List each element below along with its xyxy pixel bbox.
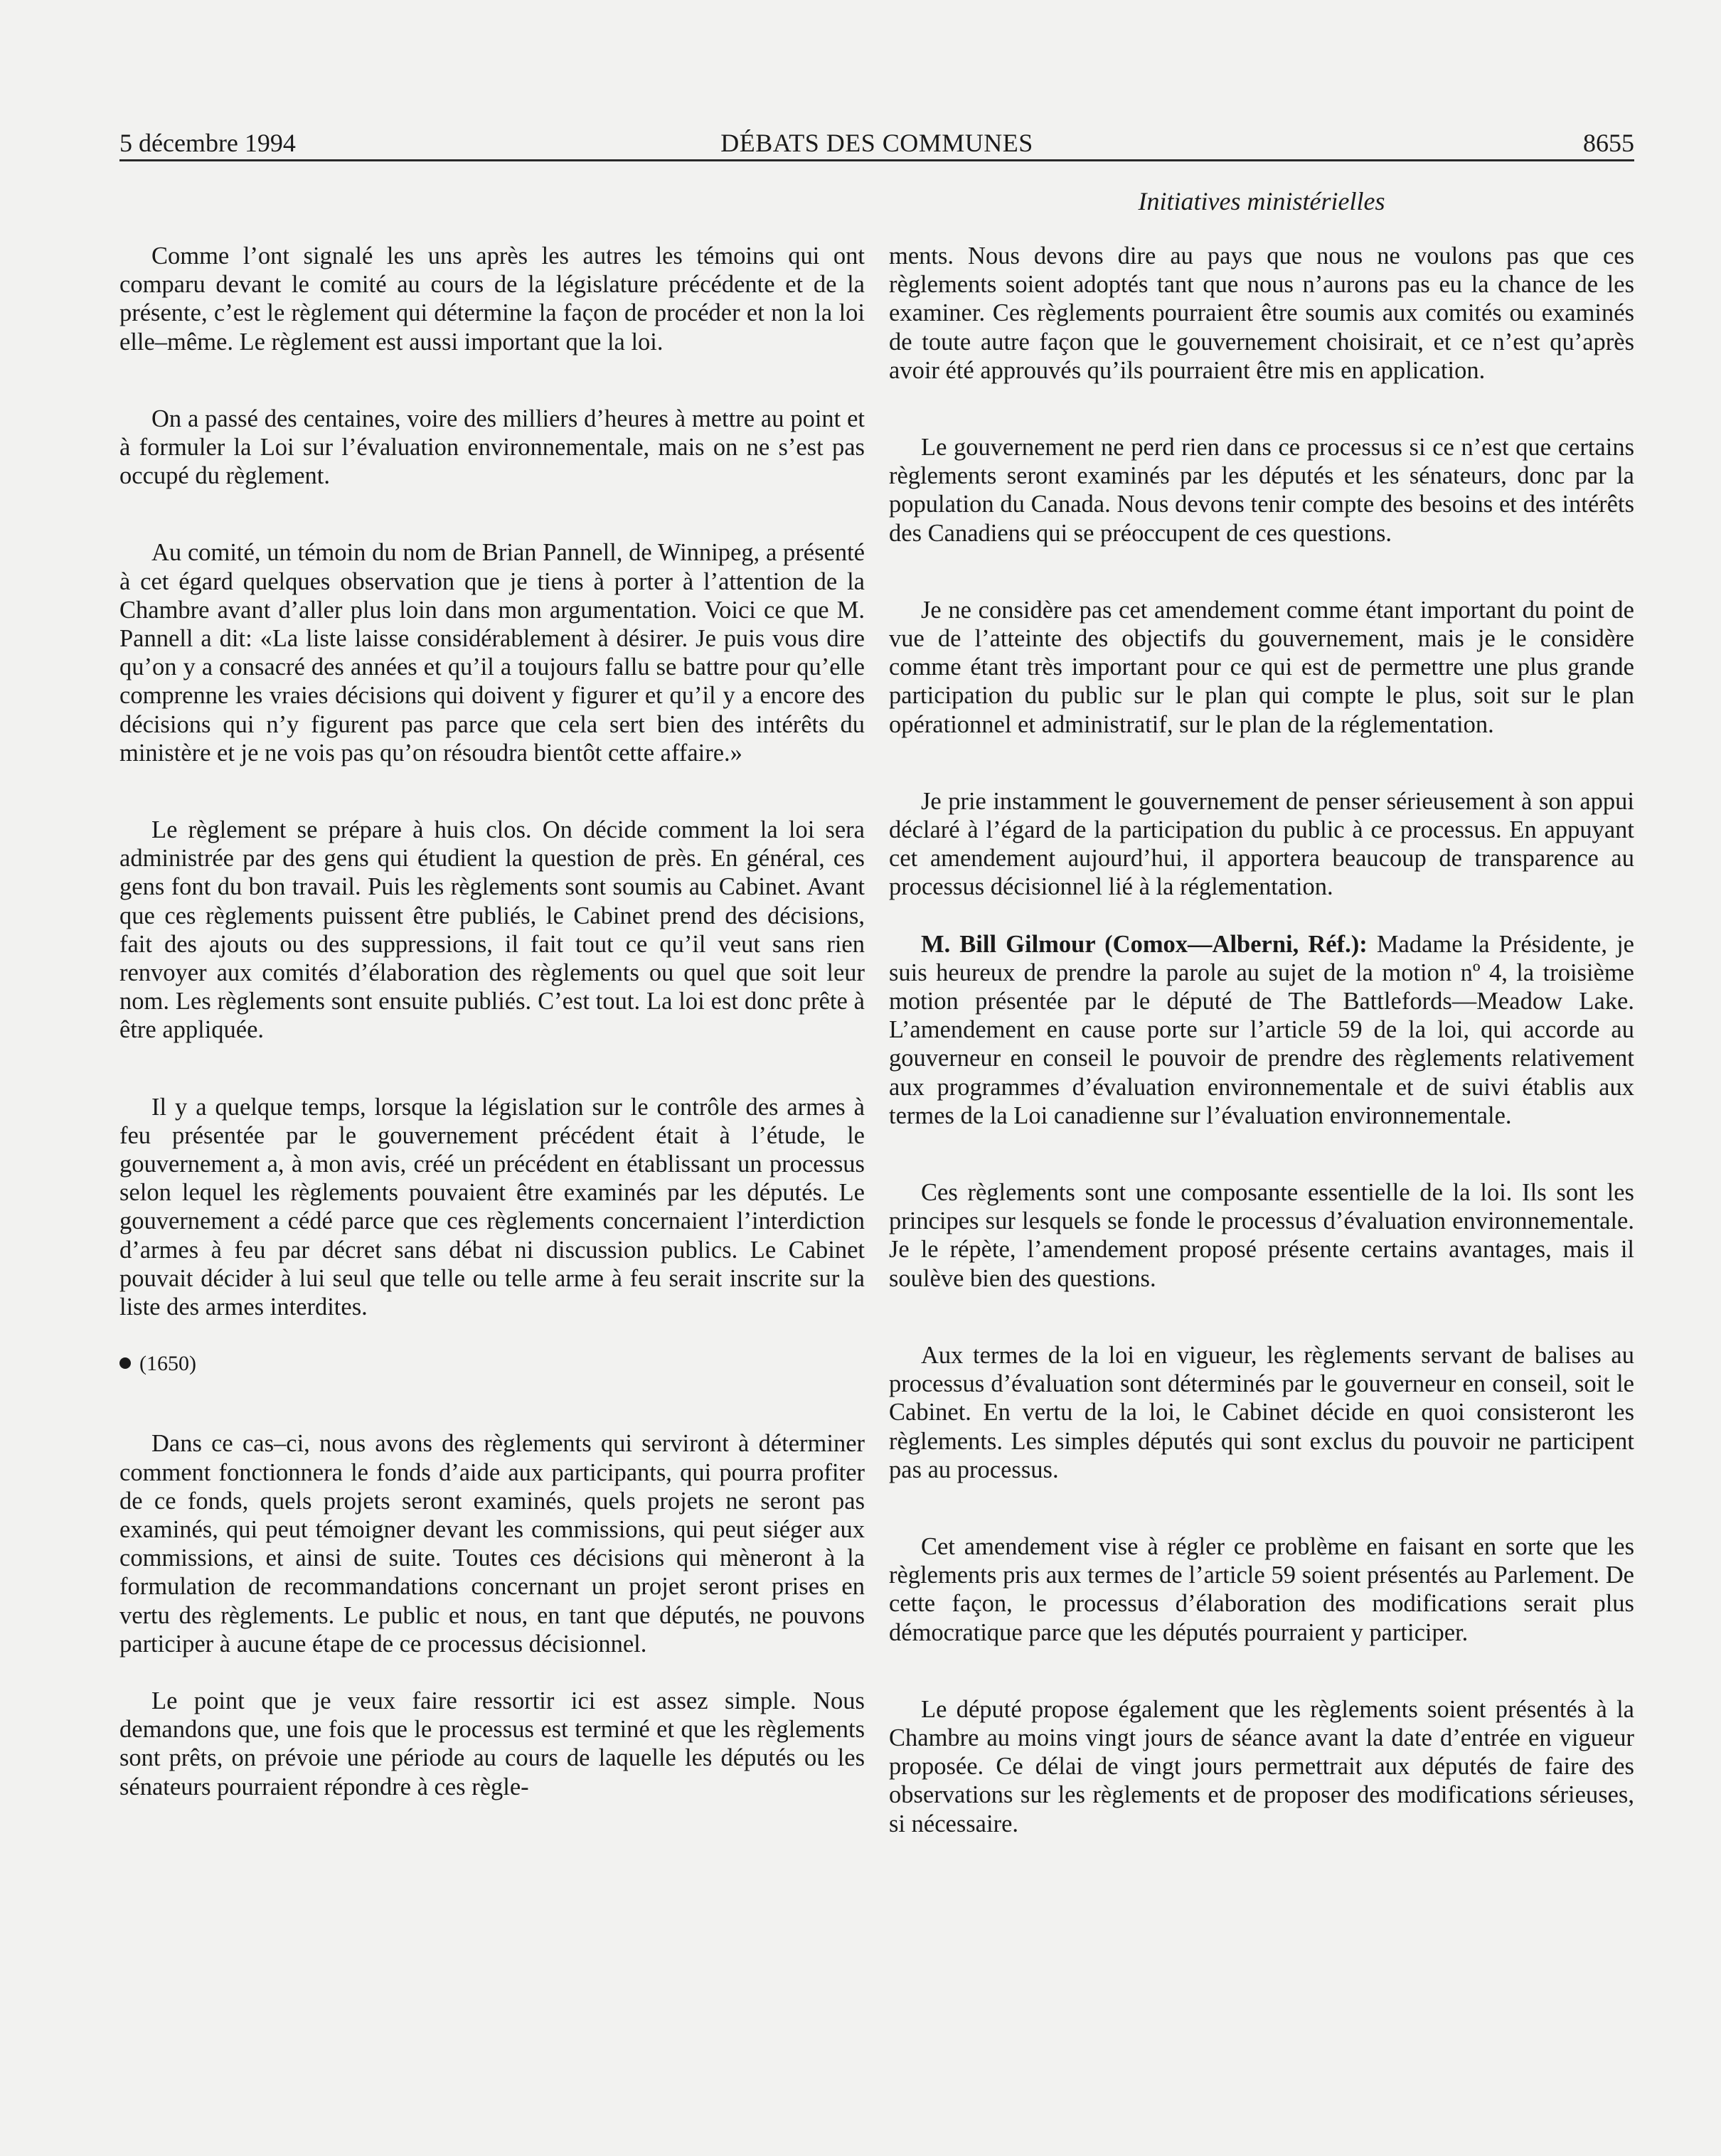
speaker-name: M. Bill Gilmour (Comox—Alberni, Réf.): (921, 930, 1368, 958)
paragraph: Au comité, un témoin du nom de Brian Pannell, de Winnipeg, a présenté à cet égard quelques observation que je tiens à porter à l’attention de la Chambre avant d’aller plus loin dans mon argumentation. Voici ce que M. Pannell a dit: «La liste laisse considérablement à désirer. Je puis vous dire qu’on y a consacré des années et qu’il a toujours fallu se battre pour qu’elle comprenne les vraies décisions qui doivent y figurer et qu’il y a encore des décisions qui n’y figurent pas parce que cela sert bien des intérêts du ministère et je ne vois pas qu’on résoudra bientôt cette affaire.» (119, 539, 865, 767)
paragraph: Ces règlements sont une composante essentielle de la loi. Ils sont les principes sur lesquels se fonde le processus d’évaluation environnementale. Je le répète, l’amendement proposé présente certains avantages, mais il soulève bien des questions. (889, 1179, 1634, 1292)
header-title: DÉBATS DES COMMUNES (720, 129, 1033, 157)
paragraph: ments. Nous devons dire au pays que nous ne voulons pas que ces règlements soient adoptés tant que nous n’aurons pas eu la chance de les examiner. Ces règlements pourraient être soumis aux comités ou examinés de toute autre façon que le gouvernement choisirait, et ce n’est qu’après avoir été approuvés qu’ils pourraient être mis en application. (889, 242, 1634, 384)
paragraph: On a passé des centaines, voire des milliers d’heures à mettre au point et à formuler la Loi sur l’évaluation environnementale, mais on ne s’est pas occupé du règlement. (119, 405, 865, 490)
speaker-paragraph (889, 930, 1634, 1130)
header-date: 5 décembre 1994 (119, 129, 296, 157)
time-marker (119, 1350, 865, 1378)
paragraph: Le règlement se prépare à huis clos. On décide comment la loi sera administrée par des gens qui étudient la question de près. En général, ces gens font du bon travail. Puis les règlements sont soumis au Cabinet. Avant que ces règlements puissent être publiés, le Cabinet prend des décisions, fait des ajouts ou des suppressions, il fait tout ce qu’il veut sans rien renvoyer aux comités d’élaboration des règlements ou quel que soit leur nom. Les règlements sont ensuite publiés. C’est tout. La loi est donc prête à être appliquée. (119, 816, 865, 1044)
header-rule (119, 159, 1634, 161)
paragraph: Le point que je veux faire ressortir ici est assez simple. Nous demandons que, une fois que le processus est terminé et que les règlements sont prêts, on prévoie une période au cours de laquelle les députés ou les sénateurs pourraient répondre à ces règle- (119, 1687, 865, 1800)
header-page-number: 8655 (1583, 129, 1634, 157)
left-column (119, 242, 865, 2062)
section-label: Initiatives ministérielles (1138, 187, 1385, 215)
page-header (119, 107, 1634, 156)
paragraph: Le gouvernement ne perd rien dans ce processus si ce n’est que certains règlements seront examinés par les députés et les sénateurs, donc par la population du Canada. Nous devons tenir compte des besoins et des intérêts des Canadiens qui se préoccupent de ces questions. (889, 434, 1634, 547)
paragraph: Cet amendement vise à régler ce problème en faisant en sorte que les règlements pris aux termes de l’article 59 soient présentés au Parlement. De cette façon, le processus d’élaboration des modifications serait plus démocratique parce que les députés pourraient y participer. (889, 1532, 1634, 1646)
right-column (889, 242, 1634, 2062)
paragraph: Le député propose également que les règlements soient présentés à la Chambre au moins vingt jours de séance avant la date d’entrée en vigueur proposée. Ce délai de vingt jours permettrait aux députés de faire des observations sur les règlements et de proposer des modifications sérieuses, si nécessaire. (889, 1695, 1634, 1837)
paragraph: Comme l’ont signalé les uns après les autres les témoins qui ont comparu devant le comité au cours de la législature précédente et de la présente, c’est le règlement qui détermine la façon de procéder et non la loi elle–même. Le règlement est aussi important que la loi. (119, 242, 865, 356)
paragraph: Il y a quelque temps, lorsque la législation sur le contrôle des armes à feu présentée par le gouvernement précédent était à l’étude, le gouvernement a, à mon avis, créé un précédent en établissant un processus selon lequel les règlements pouvaient être examinés par les députés. Le gouvernement a cédé parce que ces règlements concernaient l’interdiction d’armes à feu par décret sans débat ni discussion publics. Le Cabinet pouvait décider à lui seul que telle ou telle arme à feu serait inscrite sur la liste des armes interdites. (119, 1093, 865, 1321)
time-marker-text: (1650) (139, 1352, 196, 1376)
paragraph: Dans ce cas–ci, nous avons des règlements qui serviront à déterminer comment fonctionnera le fonds d’aide aux participants, qui pourra profiter de ce fonds, quels projets seront examinés, quels projets ne seront pas examinés, qui peut témoigner devant les commissions, qui peut siéger aux commissions, et ainsi de suite. Toutes ces décisions qui mèneront à la formulation de recommandations concernant un projet seront prises en vertu des règlements. Le public et nous, en tant que députés, ne pouvons participer à aucune étape de ce processus décisionnel. (119, 1430, 865, 1658)
paragraph: Aux termes de la loi en vigueur, les règlements servant de balises au processus d’évaluation sont déterminés par le gouverneur en conseil, soit le Cabinet. En vertu de la loi, le Cabinet décide en quoi consisteront les règlements. Les simples députés qui sont exclus du pouvoir ne participent pas au processus. (889, 1341, 1634, 1483)
paragraph: Je prie instamment le gouvernement de penser sérieusement à son appui déclaré à l’égard de la participation du public à ce processus. En appuyant cet amendement aujourd’hui, il apportera beaucoup de transparence au processus décisionnel lié à la réglementation. (889, 787, 1634, 901)
bullet-icon (119, 1357, 131, 1369)
speaker-text: Madame la Présidente, je suis heureux de prendre la parole au sujet de la motion nº 4, la troisième motion présentée par le député de The Battlefords—Meadow Lake. L’amendement en cause porte sur l’article 59 de la loi, qui accorde au gouverneur en conseil le pouvoir de prendre des règlements relativement aux programmes d’évaluation environnementale et de suivi établis aux termes de la Loi canadienne sur l’évaluation environnementale. (889, 930, 1634, 1129)
paragraph: Je ne considère pas cet amendement comme étant important du point de vue de l’atteinte des objectifs du gouvernement, mais je le considère comme étant très important pour ce qui est de permettre une plus grande participation du public sur le plan qui compte le plus, soit sur le plan opérationnel et administratif, sur le plan de la réglementation. (889, 596, 1634, 738)
